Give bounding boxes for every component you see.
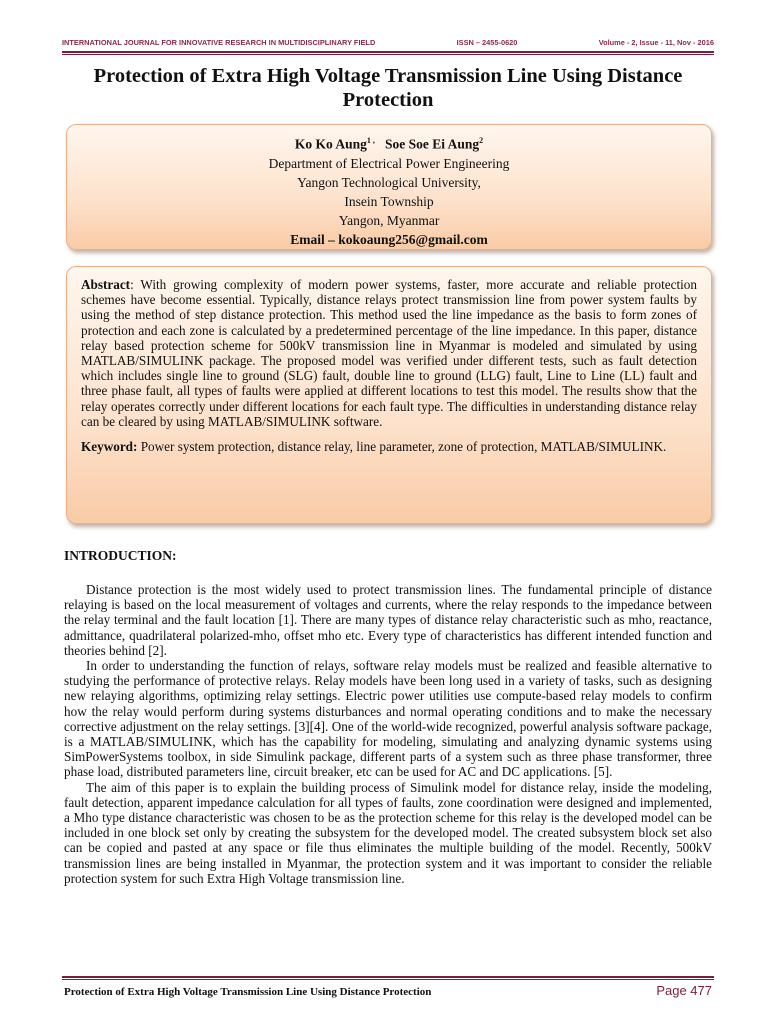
author-2-affil: 2 [479,136,484,145]
journal-name: INTERNATIONAL JOURNAL FOR INNOVATIVE RESEARCH IN MULTIDISCIPLINARY FIELD [62,38,376,47]
keyword-text: Power system protection, distance relay, line parameter, zone of protection, MATLAB/SIMULINK. [137,439,667,455]
author-2: Soe Soe Ei Aung [385,136,480,152]
abstract-text: : With growing complexity of modern power systems, faster, more accurate and reliable protection schemes have become essential. Typically, distance relays protect transmission line from power system faults by using the method of step distance protection. This method used the line impedance as the basis to form zones of protection and each zone is calculated by a predetermined percentage of the line impedance. In this paper, distance relay based protection scheme for 500kV transmission line in Myanmar is modeled and simulated by using MATLAB/SIMULINK package. The proposed model was verified under different tests, such as fault detection which includes single line to ground (SLG) fault, double line to ground (LLG) fault, Line to Line (LL) fault and three phase fault, all types of faults were applied at different locations to test this model. The results show that the relay operates correctly under different locations for each fault type. The difficulties in understanding distance relay can be cleared by using MATLAB/SIMULINK software. [81,277,697,429]
abstract-label: Abstract [81,277,131,292]
author-township: Insein Township [344,193,434,209]
footer-rule [62,976,714,980]
intro-paragraph-3: The aim of this paper is to explain the building process of Simulink model for distance relay, inside the modeling, fault detection, apparent impedance calculation for all types of faults, zone coordination were designed and implemented, a Mho type distance characteristic was chosen to be as the protection scheme for this relay is the developed model can be included in one block set only by creating the subsystem for the developed model. The created subsystem block set also can be copied and pasted at any space or file thus eliminates the multiple building of the model. Recently, 500kV transmission lines are being installed in Myanmar, the protection system and it was important to consider the reliable protection system for such Extra High Voltage transmission line. [64,779,712,886]
journal-issn: ISSN – 2455-0620 [456,38,518,47]
journal-volume: Volume - 2, Issue - 11, Nov - 2016 [598,38,714,47]
author-box [66,124,712,250]
intro-paragraph-1: Distance protection is the most widely used to protect transmission lines. The fundamental principle of distance relaying is based on the local measurement of voltages and currents, where the relay responds to the impedance between the relay terminal and the fault location [1]. There are many types of distance relay characteristic such as mho, reactance, admittance, quadrilateral polarized-mho, offset mho etc. Every type of characteristics has different intended function and theories behind [2]. [64,582,712,658]
author-city: Yangon, Myanmar [338,212,440,228]
journal-header [62,38,714,47]
abstract-box [66,266,712,524]
intro-paragraph-2: In order to understanding the function of relays, software relay models must be realized and feasible alternative to studying the performance of protective relays. Relay models have been long used in a variety of tasks, such as designing new relaying algorithms, optimizing relay settings. Electric power utilities use compute-based relay models to confirm how the relay would perform during systems disturbances and normal operating conditions and to make the necessary corrective adjustment on the relay settings. [3][4]. One of the world-wide recognized, powerful analysis software package, is a MATLAB/SIMULINK, which has the capability for modeling, simulating and analyzing dynamic systems using SimPowerSystems toolbox, in side Simulink package, different parts of a system such as three phase transformer, three phase load, distributed parameters line, circuit breaker, etc can be used for AC and DC applications. [5]. [64,658,712,780]
author-1: Ko Ko Aung [294,136,367,152]
author-university: Yangon Technological University, [297,174,481,190]
author-1-affil: 1 , [366,136,375,145]
abstract-paragraph [81,277,697,429]
keyword-paragraph [81,439,697,454]
footer-title: Protection of Extra High Voltage Transmission Line Using Distance Protection [64,986,432,998]
author-department: Department of Electrical Power Engineering [268,155,510,171]
introduction-heading: INTRODUCTION: [64,548,177,563]
author-names [67,131,711,154]
page-number: Page 477 [656,983,712,998]
header-rule [62,51,714,55]
author-email: Email – kokoaung256@gmail.com [290,231,488,247]
keyword-label: Keyword: [81,439,138,455]
paper-title: Protection of Extra High Voltage Transmission Line Using Distance Protection [93,65,683,111]
introduction-body [64,582,712,886]
